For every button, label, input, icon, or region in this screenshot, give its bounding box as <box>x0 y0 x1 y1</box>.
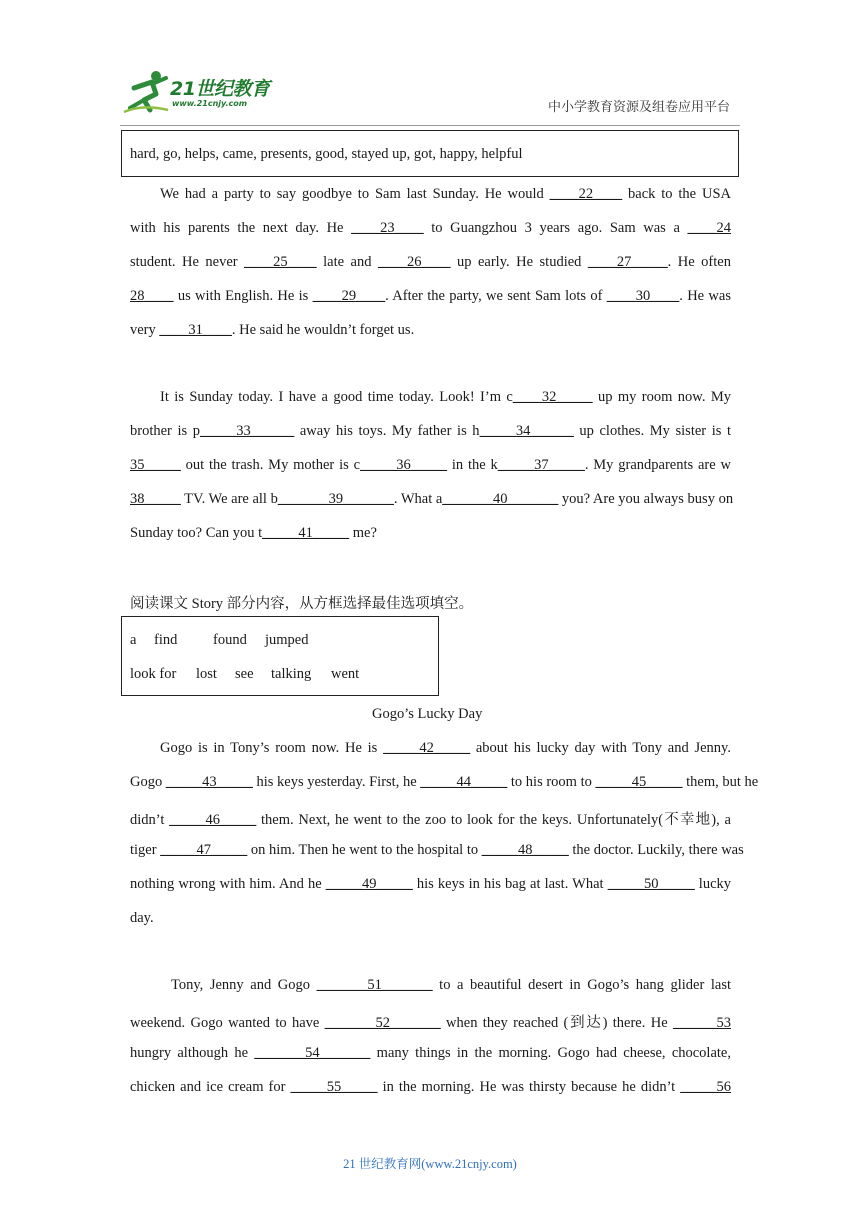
word-option: went <box>331 666 360 682</box>
blank-41[interactable]: _____41_____ <box>262 525 350 541</box>
word-option: look for <box>130 666 177 682</box>
blank-32[interactable]: ____32_____ <box>512 389 593 405</box>
passage2-line5: Sunday too? Can you t_____41_____ me? <box>130 525 377 541</box>
blank-37[interactable]: _____37_____ <box>497 457 585 473</box>
blank-44[interactable]: _____44_____ <box>420 774 508 790</box>
story-line6: day. <box>130 910 154 926</box>
site-logo <box>122 70 292 114</box>
passage4-line3: hungry although he _______54_______ many things in the morning. Gogo had cheese, chocolate, <box>130 1045 731 1061</box>
blank-30[interactable]: ____30____ <box>606 288 680 304</box>
passage1-line1: We had a party to say goodbye to Sam last Sunday. He would ____22____ back to the USA <box>160 186 732 202</box>
blank-46[interactable]: _____46_____ <box>169 812 257 828</box>
word-option: found <box>213 632 247 648</box>
blank-54[interactable]: _______54_______ <box>254 1045 371 1061</box>
story-title: Gogo’s Lucky Day <box>372 706 483 722</box>
logo-url: www.21cnjy.com <box>172 99 248 108</box>
blank-24[interactable]: ____24 <box>687 220 731 236</box>
platform-name: 中小学教育资源及组卷应用平台 <box>547 99 730 114</box>
blank-39[interactable]: _______39_______ <box>277 491 394 507</box>
story-line4: tiger _____47_____ on him. Then he went to the hospital to _____48_____ the doctor. Luckily, there was <box>130 842 744 858</box>
blank-43[interactable]: _____43_____ <box>165 774 253 790</box>
header-divider <box>120 125 740 126</box>
logo-text: 21世纪教育 <box>170 78 270 100</box>
story-line5: nothing wrong with him. And he _____49_____ his keys in his bag at last. What _____50_____ lucky <box>130 876 732 892</box>
blank-40[interactable]: _______40_______ <box>442 491 559 507</box>
passage4-line4: chicken and ice cream for _____55_____ in the morning. He was thirsty because he didn’t _____56 <box>130 1079 732 1095</box>
passage1-line3: student. He never ____25____ late and ____26____ up early. He studied ____27_____. He often <box>130 254 731 270</box>
word-option: talking <box>271 666 312 682</box>
blank-22[interactable]: ____22____ <box>549 186 623 202</box>
blank-56[interactable]: _____56 <box>680 1079 732 1095</box>
passage2-line2: brother is p_____33______ away his toys. My father is h_____34______ up clothes. My sister is t <box>130 423 732 439</box>
passage4-line1: Tony, Jenny and Gogo _______51_______ to a beautiful desert in Gogo’s hang glider last <box>171 977 732 993</box>
passage2-line1: It is Sunday today. I have a good time today. Look! I’m c____32_____ up my room now. My <box>160 389 732 405</box>
blank-51[interactable]: _______51_______ <box>316 977 433 993</box>
word-bank-box-1 <box>121 130 739 177</box>
blank-49[interactable]: _____49_____ <box>325 876 413 892</box>
blank-29[interactable]: ____29____ <box>312 288 386 304</box>
blank-31[interactable]: ____31____ <box>159 322 232 338</box>
passage2-line3: 35_____ out the trash. My mother is c_____36_____ in the k_____37_____. My grandparents are w <box>130 457 732 473</box>
section-instruction: 阅读课文 Story 部分内容，从方框选择最佳选项填空。 <box>130 596 474 612</box>
blank-52[interactable]: _______52_______ <box>324 1015 441 1031</box>
blank-25[interactable]: ____25____ <box>244 254 317 270</box>
word-option: find <box>154 632 178 648</box>
story-line3: didn’t _____46_____ them. Next, he went to the zoo to look for the keys. Unfortunately(不幸地), a <box>130 812 731 828</box>
blank-45[interactable]: _____45_____ <box>595 774 683 790</box>
blank-38[interactable]: 38_____ <box>130 491 181 507</box>
blank-35[interactable]: 35_____ <box>130 457 181 473</box>
blank-47[interactable]: _____47_____ <box>160 842 248 858</box>
blank-33[interactable]: _____33______ <box>199 423 295 439</box>
blank-53[interactable]: ______53 <box>673 1015 731 1031</box>
passage1-line5: very ____31____. He said he wouldn’t forget us. <box>130 322 415 338</box>
blank-34[interactable]: _____34______ <box>479 423 574 439</box>
word-option: lost <box>196 666 217 682</box>
blank-50[interactable]: _____50_____ <box>607 876 695 892</box>
word-bank-box-2 <box>121 616 439 696</box>
passage1-line2: with his parents the next day. He ____23____ to Guangzhou 3 years ago. Sam was a ____24 <box>130 220 731 236</box>
blank-26[interactable]: ____26____ <box>377 254 451 270</box>
blank-36[interactable]: _____36_____ <box>360 457 448 473</box>
blank-42[interactable]: _____42_____ <box>383 740 471 756</box>
word-option: see <box>235 666 254 682</box>
word-bank-1-text: hard, go, helps, came, presents, good, stayed up, got, happy, helpful <box>130 146 523 162</box>
runner-logo-icon <box>122 70 172 114</box>
blank-55[interactable]: _____55_____ <box>290 1079 378 1095</box>
passage1-line4: 28____ us with English. He is ____29____. After the party, we sent Sam lots of ____30____. He was <box>130 288 731 304</box>
passage2-line4: 38_____ TV. We are all b_______39_______. What a_______40_______ you? Are you always busy on <box>130 491 734 507</box>
page-footer: 21 世纪教育网(www.21cnjy.com) <box>343 1157 517 1171</box>
word-option: jumped <box>265 632 309 648</box>
blank-48[interactable]: _____48_____ <box>481 842 569 858</box>
blank-27[interactable]: ____27_____ <box>587 254 668 270</box>
blank-23[interactable]: ____23____ <box>351 220 424 236</box>
story-line2: Gogo _____43_____ his keys yesterday. First, he _____44_____ to his room to _____45_____ them, but he <box>130 774 759 790</box>
word-option: a <box>130 632 137 648</box>
story-line1: Gogo is in Tony’s room now. He is _____42_____ about his lucky day with Tony and Jenny. <box>160 740 731 756</box>
blank-28[interactable]: 28____ <box>130 288 174 304</box>
passage4-line2: weekend. Gogo wanted to have _______52_______ when they reached (到达) there. He ______53 <box>130 1015 731 1031</box>
